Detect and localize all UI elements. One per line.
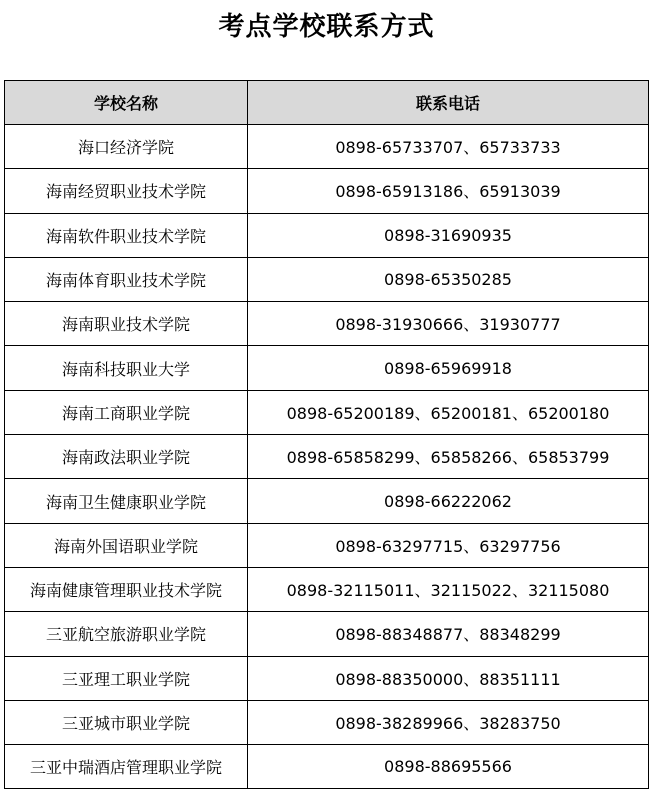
school-name-cell: 海南工商职业学院 (5, 390, 248, 434)
school-name-cell: 海南软件职业技术学院 (5, 213, 248, 257)
school-name-cell: 海南外国语职业学院 (5, 523, 248, 567)
school-name-cell: 海南卫生健康职业学院 (5, 479, 248, 523)
phone-cell: 0898-65200189、65200181、65200180 (248, 390, 649, 434)
school-name-cell: 海口经济学院 (5, 125, 248, 169)
contact-table (4, 80, 649, 789)
school-name-cell: 海南经贸职业技术学院 (5, 169, 248, 213)
phone-cell: 0898-65913186、65913039 (248, 169, 649, 213)
phone-cell: 0898-31930666、31930777 (248, 302, 649, 346)
phone-cell: 0898-38289966、38283750 (248, 700, 649, 744)
column-header-school-name: 学校名称 (5, 81, 248, 125)
table-row (5, 745, 649, 789)
table-row (5, 257, 649, 301)
table-row (5, 523, 649, 567)
school-name-cell: 三亚理工职业学院 (5, 656, 248, 700)
school-name-cell: 三亚航空旅游职业学院 (5, 612, 248, 656)
table-row (5, 125, 649, 169)
page-title: 考点学校联系方式 (218, 12, 435, 42)
school-name-cell: 海南职业技术学院 (5, 302, 248, 346)
phone-cell: 0898-31690935 (248, 213, 649, 257)
phone-cell: 0898-88695566 (248, 745, 649, 789)
table-row (5, 346, 649, 390)
phone-cell: 0898-65733707、65733733 (248, 125, 649, 169)
table-row (5, 700, 649, 744)
school-name-cell: 海南科技职业大学 (5, 346, 248, 390)
school-name-cell: 三亚城市职业学院 (5, 700, 248, 744)
school-name-cell: 海南健康管理职业技术学院 (5, 567, 248, 611)
school-name-cell: 海南政法职业学院 (5, 435, 248, 479)
phone-cell: 0898-65858299、65858266、65853799 (248, 435, 649, 479)
school-name-cell: 海南体育职业技术学院 (5, 257, 248, 301)
table-header-row (5, 81, 649, 125)
table-row (5, 435, 649, 479)
table-row (5, 302, 649, 346)
table-row (5, 390, 649, 434)
table-row (5, 213, 649, 257)
column-header-phone: 联系电话 (248, 81, 649, 125)
table-row (5, 567, 649, 611)
table-row (5, 612, 649, 656)
phone-cell: 0898-88348877、88348299 (248, 612, 649, 656)
phone-cell: 0898-65969918 (248, 346, 649, 390)
school-name-cell: 三亚中瑞酒店管理职业学院 (5, 745, 248, 789)
phone-cell: 0898-63297715、63297756 (248, 523, 649, 567)
phone-cell: 0898-32115011、32115022、32115080 (248, 567, 649, 611)
phone-cell: 0898-65350285 (248, 257, 649, 301)
phone-cell: 0898-88350000、88351111 (248, 656, 649, 700)
table-row (5, 656, 649, 700)
phone-cell: 0898-66222062 (248, 479, 649, 523)
table-row (5, 479, 649, 523)
table-row (5, 169, 649, 213)
table-body (5, 125, 649, 789)
